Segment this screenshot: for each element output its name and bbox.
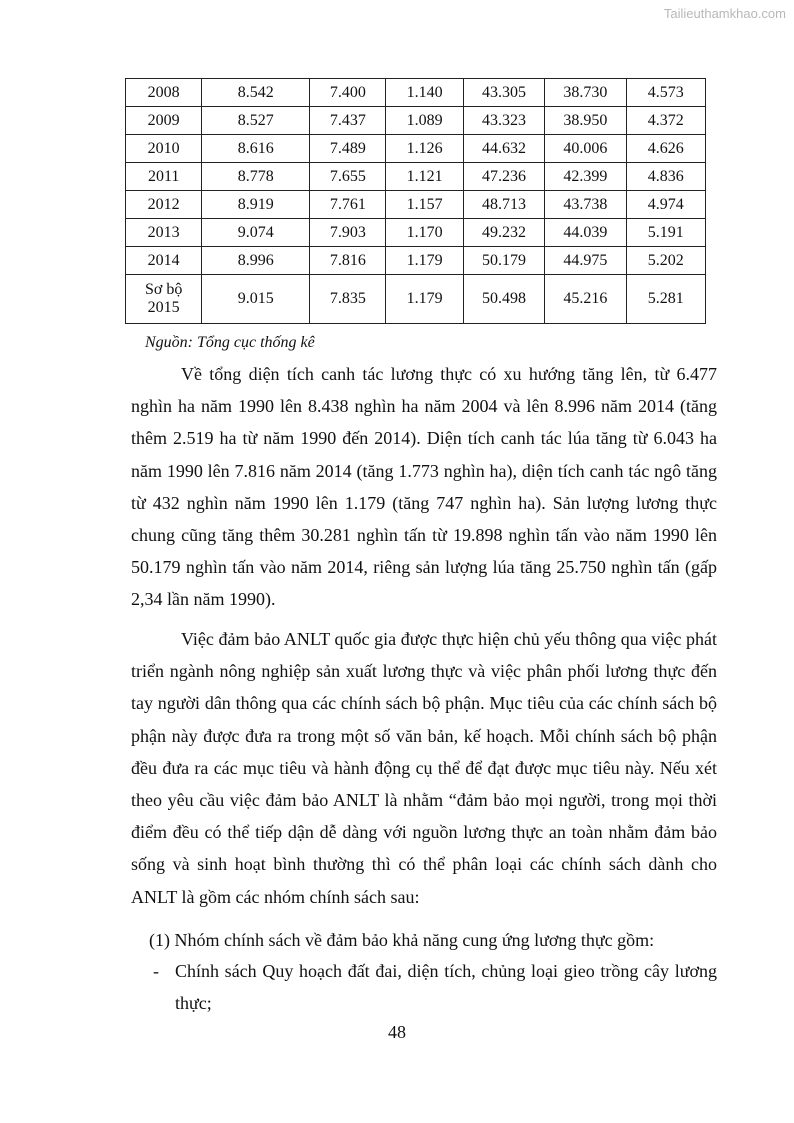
table-cell: 47.236 xyxy=(463,163,544,191)
table-cell: 8.527 xyxy=(202,107,310,135)
table-row xyxy=(126,135,706,163)
paragraph-2-text: Việc đảm bảo ANLT quốc gia được thực hiện chủ yếu thông qua việc phát triển ngành nông nghiệp sản xuất lương thực và việc phân phối lương thực đến tay người dân thông qua các chính sách bộ phận. Mục tiêu của các chính sách bộ phận này được đưa ra trong một số văn bản, kế hoạch. Mỗi chính sách bộ phận đều đưa ra các mục tiêu và hành động cụ thể để đạt được mục tiêu này. Nếu xét theo yêu cầu việc đảm bảo ANLT là nhằm “đảm bảo mọi người, trong mọi thời điểm đều có thể tiếp dận dễ dàng với nguồn lương thực an toàn nhằm đảm bảo sống và sinh hoạt bình thường thì có thể phân loại các chính sách dành cho ANLT là gồm các nhóm chính sách sau: xyxy=(131,629,717,907)
table-cell-year: 2011 xyxy=(126,163,202,191)
table-cell: 7.489 xyxy=(310,135,386,163)
list-heading-1: (1) Nhóm chính sách về đảm bảo khả năng cung ứng lương thực gồm: xyxy=(149,930,655,950)
table-row xyxy=(126,219,706,247)
table-cell: 50.498 xyxy=(463,275,544,324)
table-cell: 8.778 xyxy=(202,163,310,191)
table-cell: 50.179 xyxy=(463,247,544,275)
table-cell: 7.903 xyxy=(310,219,386,247)
table-cell: 8.542 xyxy=(202,79,310,107)
table-row xyxy=(126,163,706,191)
table-cell: 38.730 xyxy=(545,79,626,107)
table-row xyxy=(126,107,706,135)
table-cell: 1.121 xyxy=(386,163,463,191)
table-cell: 4.573 xyxy=(626,79,705,107)
table-cell: 44.632 xyxy=(463,135,544,163)
paragraph-2 xyxy=(131,623,717,913)
table-cell: 1.126 xyxy=(386,135,463,163)
table-cell: 7.816 xyxy=(310,247,386,275)
paragraph-1 xyxy=(131,358,717,616)
watermark: Tailieuthamkhao.com xyxy=(663,6,786,21)
table-cell: 48.713 xyxy=(463,191,544,219)
table-cell: 4.836 xyxy=(626,163,705,191)
table-cell-year: 2012 xyxy=(126,191,202,219)
table-cell: 5.202 xyxy=(626,247,705,275)
table-cell: 7.835 xyxy=(310,275,386,324)
table-cell: 49.232 xyxy=(463,219,544,247)
table-cell-year: 2013 xyxy=(126,219,202,247)
table-cell: 1.089 xyxy=(386,107,463,135)
table-row xyxy=(126,191,706,219)
table-cell: 43.738 xyxy=(545,191,626,219)
table-cell: 43.323 xyxy=(463,107,544,135)
table-cell: 1.157 xyxy=(386,191,463,219)
table-cell: 7.655 xyxy=(310,163,386,191)
table-cell: 4.372 xyxy=(626,107,705,135)
table-cell: 9.074 xyxy=(202,219,310,247)
bullet-item-1 xyxy=(149,955,717,1019)
bullet-text: Chính sách Quy hoạch đất đai, diện tích, chủng loại gieo trồng cây lương thực; xyxy=(175,961,717,1013)
table-cell: 8.919 xyxy=(202,191,310,219)
table-cell: 40.006 xyxy=(545,135,626,163)
year-line-1: Sơ bộ xyxy=(144,281,183,298)
table-cell: 43.305 xyxy=(463,79,544,107)
table-cell: 4.626 xyxy=(626,135,705,163)
table-row-2015 xyxy=(126,275,706,324)
table-row xyxy=(126,79,706,107)
table-cell: 5.281 xyxy=(626,275,705,324)
table-cell-year xyxy=(126,275,202,324)
table-cell: 44.039 xyxy=(545,219,626,247)
table-cell: 8.616 xyxy=(202,135,310,163)
food-production-table xyxy=(125,78,706,324)
table-cell: 8.996 xyxy=(202,247,310,275)
table-cell: 42.399 xyxy=(545,163,626,191)
table-cell: 1.140 xyxy=(386,79,463,107)
table-cell: 44.975 xyxy=(545,247,626,275)
table-cell-year: 2008 xyxy=(126,79,202,107)
table-cell-year: 2014 xyxy=(126,247,202,275)
paragraph-1-text: Về tổng diện tích canh tác lương thực có xu hướng tăng lên, từ 6.477 nghìn ha năm 1990 lên 8.438 nghìn ha năm 2004 và lên 8.996 năm 2014 (tăng thêm 2.519 ha từ năm 1990 đến 2014). Diện tích canh tác lúa tăng từ 6.043 ha năm 1990 lên 7.816 năm 2014 (tăng 1.773 nghìn ha), diện tích canh tác ngô tăng từ 432 nghìn năm 1990 lên 1.179 (tăng 747 nghìn ha). Sản lượng lương thực chung cũng tăng thêm 30.281 nghìn tấn từ 19.898 nghìn tấn vào năm 1990 lên 50.179 nghìn tấn vào năm 2014, riêng sản lượng lúa tăng 25.750 nghìn tấn (gấp 2,34 lần năm 1990). xyxy=(131,364,717,610)
table-row xyxy=(126,247,706,275)
table-cell: 1.179 xyxy=(386,275,463,324)
page-number: 48 xyxy=(388,1022,406,1042)
year-line-2: 2015 xyxy=(147,299,180,316)
bullet-dash: - xyxy=(153,961,159,981)
table-cell: 45.216 xyxy=(545,275,626,324)
table-cell: 7.400 xyxy=(310,79,386,107)
table-cell: 1.170 xyxy=(386,219,463,247)
table-cell: 1.179 xyxy=(386,247,463,275)
table-cell: 9.015 xyxy=(202,275,310,324)
table-cell-year: 2009 xyxy=(126,107,202,135)
table-cell: 4.974 xyxy=(626,191,705,219)
table-cell: 7.761 xyxy=(310,191,386,219)
table-source: Nguồn: Tổng cục thống kê xyxy=(145,334,315,351)
table-cell: 5.191 xyxy=(626,219,705,247)
table-cell: 38.950 xyxy=(545,107,626,135)
table-cell: 7.437 xyxy=(310,107,386,135)
table-cell-year: 2010 xyxy=(126,135,202,163)
